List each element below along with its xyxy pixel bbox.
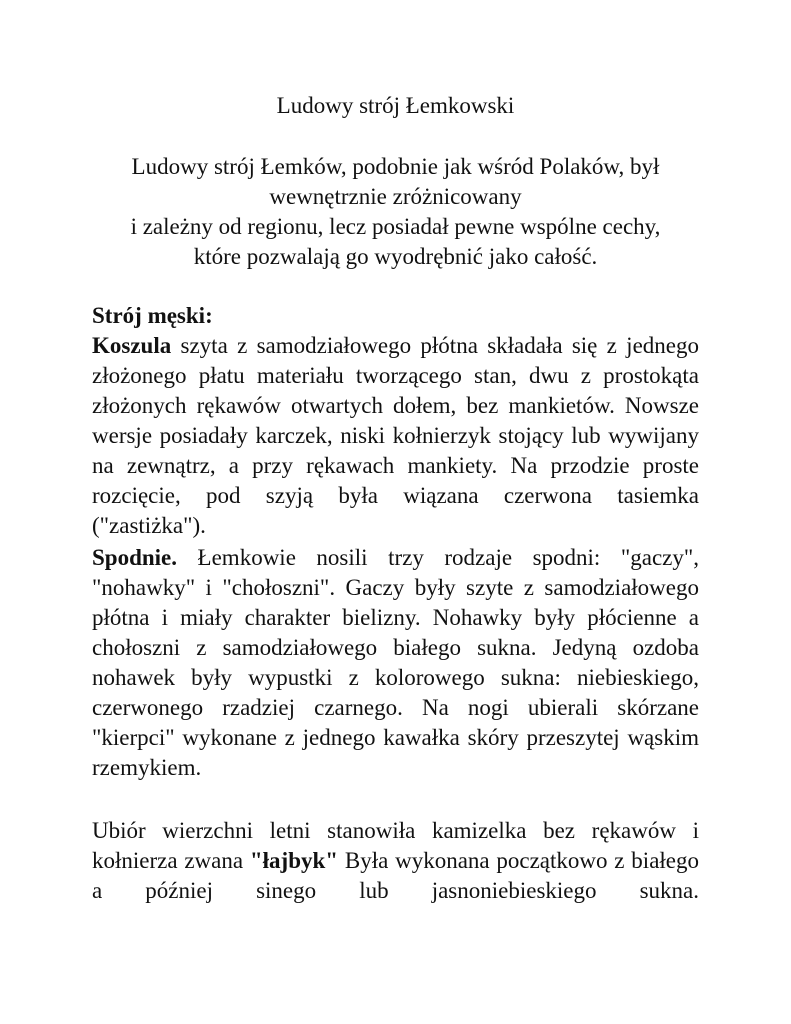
ubior-paragraph bbox=[92, 816, 699, 906]
spodnie-text: Łemkowie nosili trzy rodzaje spodni: "gaczy", "nohawky" i "chołoszni". Gaczy były szyte z samodziałowego płótna i miały charakter bielizny. Nohawky były płócienne a chołoszni z samodziałowego białego sukna. Jedyną ozdoba nohawek były wypustki z kolorowego sukna: niebieskiego, czerwonego rzadziej czarnego. Na nogi ubierali skórzane "kierpci" wykonane z jednego kawałka skóry przeszytej wąskim rzemykiem. bbox=[92, 545, 699, 780]
intro-line: które pozwalają go wyodrębnić jako całość. bbox=[193, 244, 598, 269]
spodnie-paragraph bbox=[92, 543, 699, 783]
ubior-text-after: Była wykonana początkowo z białego a później sinego lub jasnoniebieskiego sukna. bbox=[92, 848, 699, 903]
spodnie-term: Spodnie. bbox=[92, 545, 178, 570]
mens-costume-heading: Strój męski: bbox=[92, 303, 213, 328]
intro-paragraph bbox=[60, 152, 731, 272]
koszula-paragraph bbox=[92, 331, 699, 541]
intro-line: i zależny od regionu, lecz posiadał pewne wspólne cechy, bbox=[130, 214, 661, 239]
koszula-text: szyta z samodziałowego płótna składała się z jednego złożonego płatu materiału tworzącego stan, dwu z prostokąta złożonych rękawów otwartych dołem, bez mankietów. Nowsze wersje posiadały karczek, niski kołnierzyk stojący lub wywijany na zewnątrz, a przy rękawach mankiety. Na przodzie proste rozcięcie, pod szyją była wiązana czerwona tasiemka ("zastiżka"). bbox=[92, 333, 699, 538]
document-title: Ludowy strój Łemkowski bbox=[276, 93, 515, 118]
intro-line: Ludowy strój Łemków, podobnie jak wśród Polaków, był bbox=[131, 154, 660, 179]
intro-line: wewnętrznie zróżnicowany bbox=[269, 184, 522, 209]
ubior-text-before: Ubiór wierzchni letni stanowiła kamizelka bez rękawów i kołnierza zwana bbox=[92, 818, 699, 873]
koszula-term: Koszula bbox=[92, 333, 172, 358]
lajbyk-term: "łajbyk" bbox=[249, 848, 339, 873]
